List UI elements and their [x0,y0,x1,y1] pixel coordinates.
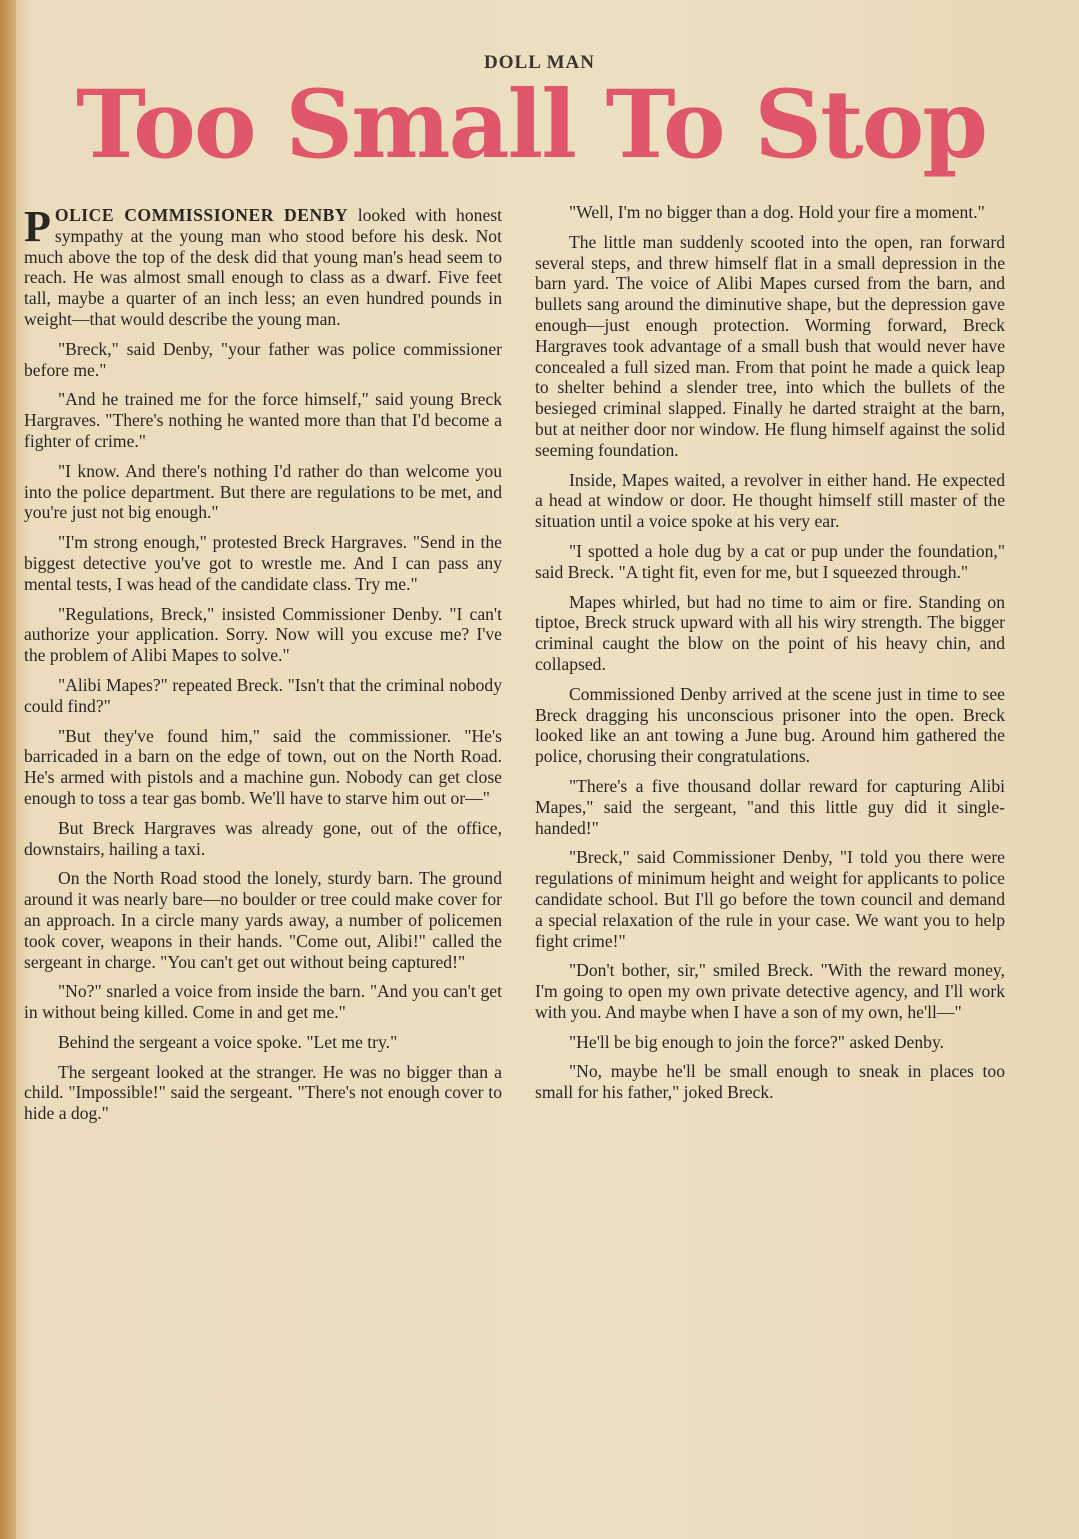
story-paragraph [24,202,502,330]
running-head: DOLL MAN [484,52,595,73]
story-paragraph: Inside, Mapes waited, a revolver in either hand. He expected a head at window or door. He thought himself still master of the situation until a voice spoke at his very ear. [535,469,1005,532]
story-paragraph: Mapes whirled, but had no time to aim or fire. Standing on tiptoe, Breck struck upward with all his wiry strength. The bigger criminal caught the blow on the point of his heavy chin, and collapsed. [535,591,1005,674]
story-paragraph: "I'm strong enough," protested Breck Hargraves. "Send in the biggest detective you've got to wrestle me. And I can pass any mental tests, I was head of the candidate class. Try me." [24,532,502,594]
story-paragraph: "Breck," said Commissioner Denby, "I told you there were regulations of minimum height and weight for applicants to police candidate school. But I'll go before the town council and demand a special relaxation of the rule in your case. We want you to help fight crime!" [535,847,1005,951]
story-paragraph: "And he trained me for the force himself," said young Breck Hargraves. "There's nothing he wanted more than that I'd become a fighter of crime." [24,389,502,451]
story-paragraph: "No?" snarled a voice from inside the barn. "And you can't get in without being killed. Come in and get me." [24,981,502,1023]
story-paragraph: "I know. And there's nothing I'd rather do than welcome you into the police department. But there are regulations to be met, and you're just not big enough." [24,460,502,523]
story-paragraph: "Don't bother, sir," smiled Breck. "With the reward money, I'm going to open my own private detective agency, and I'll work with you. And maybe when I have a son of my own, he'll—" [535,960,1005,1022]
story-paragraph: Behind the sergeant a voice spoke. "Let me try." [58,1031,398,1052]
story-paragraph: "Breck," said Denby, "your father was police commissioner before me." [24,338,502,380]
story-paragraph: But Breck Hargraves was already gone, out of the office, downstairs, hailing a taxi. [24,817,502,859]
story-paragraph: "No, maybe he'll be small enough to sneak in places too small for his father," joked Breck. [535,1061,1005,1103]
left-column [24,202,502,1133]
story-title: Too Small To Stop [76,70,986,180]
story-paragraph: "I spotted a hole dug by a cat or pup under the foundation," said Breck. "A tight fit, even for me, but I squeezed through." [535,540,1005,582]
page-spine-edge [0,0,16,1539]
story-paragraph: The little man suddenly scooted into the open, ran forward several steps, and threw himself flat in a small depression in the barn yard. The voice of Alibi Mapes cursed from the barn, and bullets sang around the diminutive shape, but the depression gave enough—just enough protection. Worming forward, Breck Hargraves took advantage of a small bush that would never have concealed a full sized man. From that point he made a quick leap to shelter behind a slender tree, into which the bullets of the besieged criminal slapped. Finally he darted straight at the barn, but at neither door nor window. He flung himself against the solid seeming foundation. [535,231,1005,460]
story-paragraph: Commissioned Denby arrived at the scene just in time to see Breck dragging his unconscious prisoner into the open. Breck looked like an ant towing a June bug. Around him gathered the police, chorusing their congratulations. [535,683,1005,767]
paragraph-text: looked with honest sympathy at the young man who stood before his desk. Not much above the top of the desk did that young man's head seem to reach. He was almost small enough to class as a dwarf. Five feet tall, maybe a quarter of an inch less; an even hundred pounds in weight—that would describe the young man. [24,205,502,329]
story-paragraph: "Regulations, Breck," insisted Commissioner Denby. "I can't authorize your application. Sorry. Now will you excuse me? I've the problem of Alibi Mapes to solve." [24,603,502,666]
story-paragraph: The sergeant looked at the stranger. He was no bigger than a child. "Impossible!" said the sergeant. "There's not enough cover to hide a dog." [24,1061,502,1124]
story-paragraph: "But they've found him," said the commissioner. "He's barricaded in a barn on the edge of town, out on the North Road. He's armed with pistols and a machine gun. Nobody can get close enough to toss a tear gas bomb. We'll have to starve him out or—" [24,725,502,808]
story-paragraph: "There's a five thousand dollar reward for capturing Alibi Mapes," said the sergeant, "and this little guy did it single-handed!" [535,775,1005,838]
opening-caps: OLICE COMMISSIONER DENBY [54,205,349,225]
story-paragraph: On the North Road stood the lonely, sturdy barn. The ground around it was nearly bare—no boulder or tree could make cover for an approach. In a circle many yards away, a number of policemen took cover, weapons in their hands. "Come out, Alibi!" called the sergeant in charge. "You can't get out without being captured!" [24,868,502,972]
story-paragraph: "He'll be big enough to join the force?" asked Denby. [569,1031,945,1052]
drop-cap: P [24,202,51,251]
story-paragraph: "Alibi Mapes?" repeated Breck. "Isn't that the criminal nobody could find?" [24,674,502,716]
story-paragraph: "Well, I'm no bigger than a dog. Hold your fire a moment." [569,202,985,222]
right-column [535,202,1005,1112]
